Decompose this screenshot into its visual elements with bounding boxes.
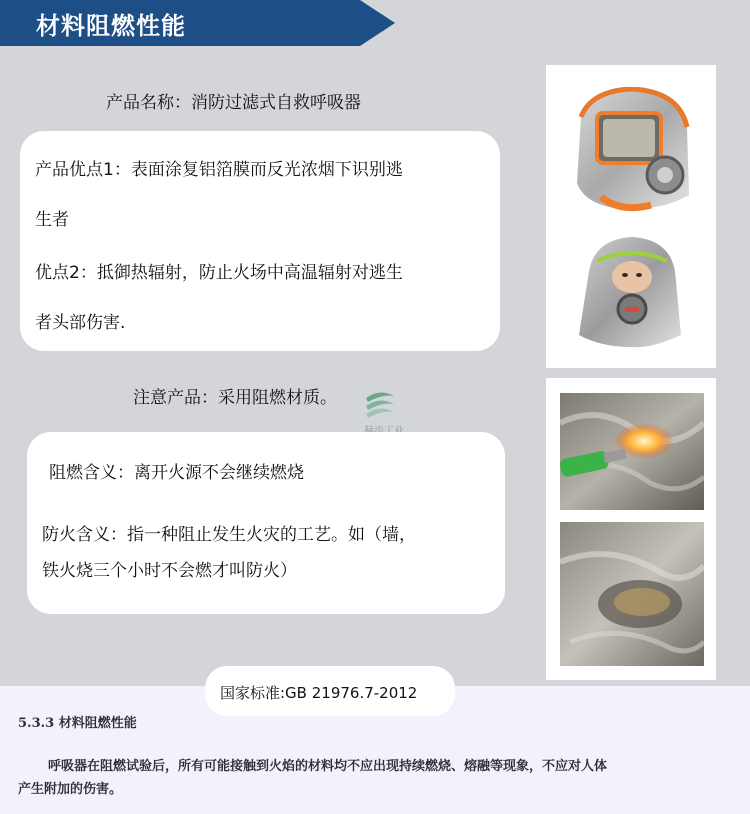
hood-worn-photo xyxy=(571,231,693,351)
hood-front-photo xyxy=(571,87,693,214)
document-heading: 5.3.3 材料阻燃性能 xyxy=(18,716,137,731)
fireproof-definition-line-1: 防火含义：指一种阻止发生火灾的工艺。如（墙， xyxy=(42,525,416,545)
advantage-line-3: 优点2：抵御热辐射，防止火场中高温辐射对逃生 xyxy=(35,263,403,283)
notice-text: 注意产品：采用阻燃材质。 xyxy=(133,388,337,408)
product-name: 产品名称：消防过滤式自救呼吸器 xyxy=(106,93,361,113)
fireproof-definition-line-2: 铁火烧三个小时不会燃才叫防火） xyxy=(42,561,297,581)
section-title: 材料阻燃性能 xyxy=(36,12,186,40)
burnt-foil-photo xyxy=(560,522,704,666)
flame-test-photo xyxy=(560,393,704,510)
flame-retardant-definition: 阻燃含义：离开火源不会继续燃烧 xyxy=(49,463,304,483)
standard-label: 国家标准:GB 21976.7-2012 xyxy=(220,684,418,702)
advantage-line-4: 者头部伤害. xyxy=(35,313,126,333)
advantage-line-2: 生者 xyxy=(35,210,69,230)
company-logo-icon xyxy=(360,384,400,424)
document-body-line-2: 产生附加的伤害。 xyxy=(18,782,123,797)
advantage-line-1: 产品优点1：表面涂复铝箔膜而反光浓烟下识别逃 xyxy=(35,160,403,180)
document-body-line-1: 呼吸器在阻燃试验后，所有可能接触到火焰的材料均不应出现持续燃烧、熔融等现象，不应对人体 xyxy=(48,759,608,774)
